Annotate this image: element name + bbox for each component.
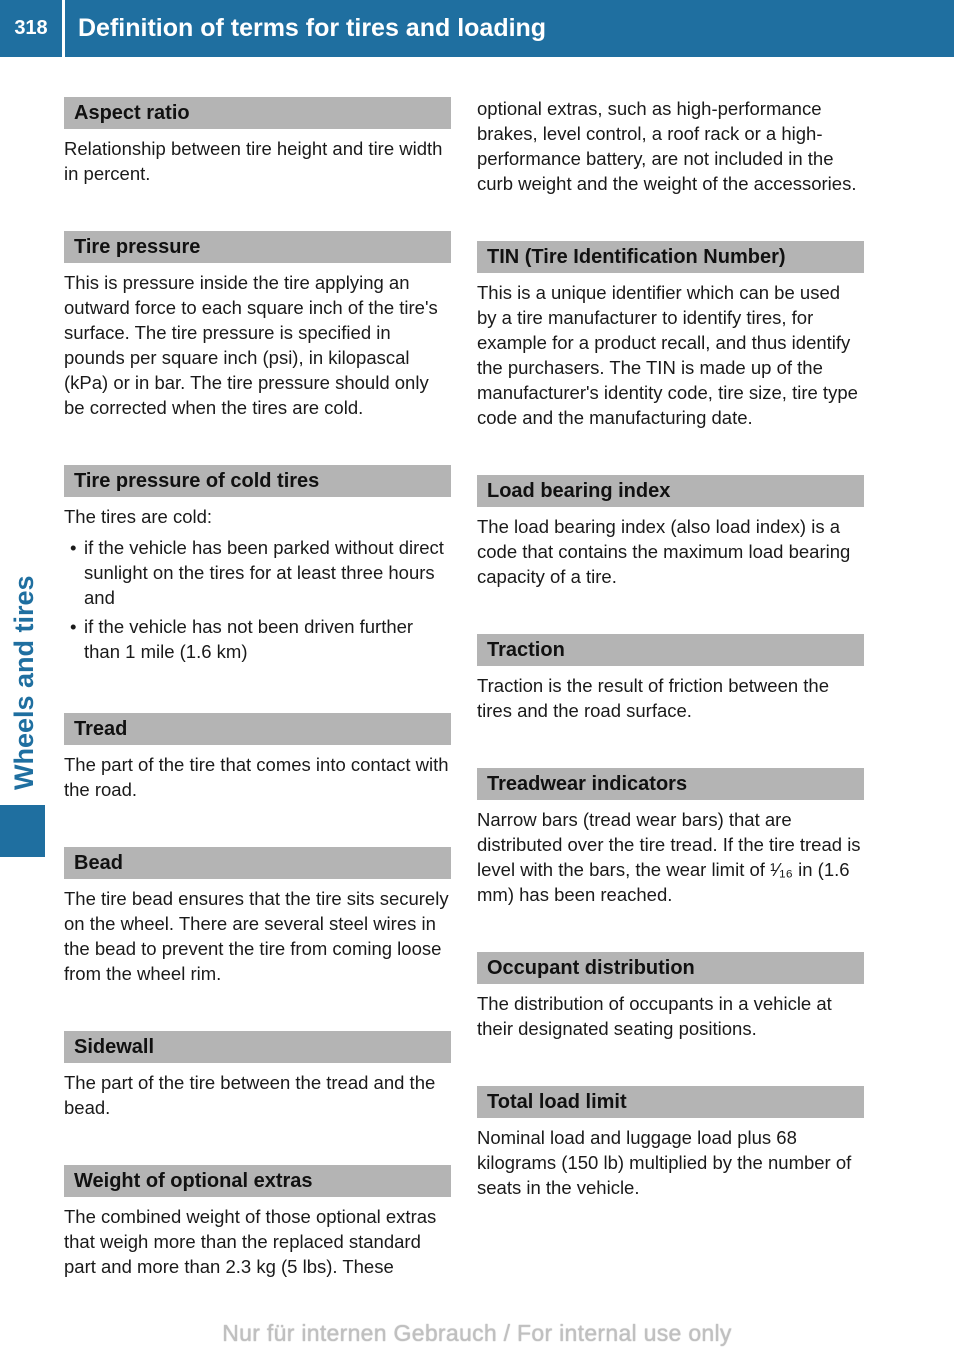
section-traction bbox=[477, 634, 864, 723]
watermark-footer: Nur für internen Gebrauch / For internal use only bbox=[222, 1320, 732, 1346]
section-text: The tire bead ensures that the tire sits securely on the wheel. There are several steel wires in the bead to prevent the tire from coming loose from the wheel rim. bbox=[64, 888, 449, 984]
section-sidewall bbox=[64, 1031, 451, 1120]
section-heading: Sidewall bbox=[64, 1031, 451, 1063]
section-text: The load bearing index (also load index) is a code that contains the maximum load bearing capacity of a tire. bbox=[477, 516, 851, 587]
section-occupant-distribution bbox=[477, 952, 864, 1041]
section-tin bbox=[477, 241, 864, 430]
section-text: Relationship between tire height and tire width in percent. bbox=[64, 138, 443, 184]
section-aspect-ratio bbox=[64, 97, 451, 186]
section-heading: Load bearing index bbox=[477, 475, 864, 507]
section-text: Nominal load and luggage load plus 68 kilograms (150 lb) multiplied by the number of seats in the vehicle. bbox=[477, 1127, 852, 1198]
section-text: The distribution of occupants in a vehicle at their designated seating positions. bbox=[477, 993, 832, 1039]
section-heading: Weight of optional extras bbox=[64, 1165, 451, 1197]
right-column bbox=[477, 96, 864, 1200]
section-text: The part of the tire that comes into contact with the road. bbox=[64, 754, 449, 800]
chapter-tab-label: Wheels and tires bbox=[9, 575, 39, 790]
section-load-bearing-index bbox=[477, 475, 864, 589]
section-heading: Tire pressure bbox=[64, 231, 451, 263]
section-tire-pressure-cold bbox=[64, 465, 451, 664]
section-text: This is pressure inside the tire applying an outward force to each square inch of the tire's surface. The tire pressure is specified in pounds per square inch (psi), in kilopascal (kPa) or in bar. The tire pressure should only be corrected when the tires are cold. bbox=[64, 272, 438, 418]
left-column bbox=[64, 97, 451, 1279]
section-heading: Occupant distribution bbox=[477, 952, 864, 984]
list-item: • if the vehicle has been parked without direct sunlight on the tires for at least three hours and bbox=[64, 535, 451, 610]
section-heading: Bead bbox=[64, 847, 451, 879]
page-header bbox=[0, 0, 954, 57]
section-text: The part of the tire between the tread and the bead. bbox=[64, 1072, 436, 1118]
section-text: The combined weight of those optional extras that weigh more than the replaced standard part and more than 2.3 kg (5 lbs). These bbox=[64, 1206, 437, 1277]
section-heading: Tread bbox=[64, 713, 451, 745]
section-tire-pressure bbox=[64, 231, 451, 420]
section-bead bbox=[64, 847, 451, 986]
section-text: The tires are cold: bbox=[64, 506, 213, 527]
section-heading: Traction bbox=[477, 634, 864, 666]
continued-text: optional extras, such as high-performance brakes, level control, a roof rack or a high-performance battery, are not included in the curb weight and the weight of the accessories. bbox=[477, 98, 857, 194]
section-treadwear-indicators bbox=[477, 768, 864, 907]
section-text: This is a unique identifier which can be used by a tire manufacturer to identify tires, for example for a product recall, and thus identify the purchasers. The TIN is made up of the manufacturer's identity code, tire size, tire type code and the manufacturing date. bbox=[477, 282, 858, 428]
side-tab-marker bbox=[0, 805, 45, 857]
section-text: Narrow bars (tread wear bars) that are distributed over the tire tread. If the tire tread is level with the bars, the wear limit of ¹⁄₁₆ in (1.6 mm) has been reached. bbox=[477, 809, 861, 905]
page-title: Definition of terms for tires and loading bbox=[78, 14, 547, 42]
page-number: 318 bbox=[14, 17, 48, 39]
list-item: • if the vehicle has not been driven further than 1 mile (1.6 km) bbox=[64, 614, 451, 664]
section-heading: Aspect ratio bbox=[64, 97, 451, 129]
section-weight-optional-extras bbox=[64, 1165, 451, 1279]
section-heading: Tire pressure of cold tires bbox=[64, 465, 451, 497]
section-text: Traction is the result of friction between the tires and the road surface. bbox=[477, 675, 830, 721]
section-heading: TIN (Tire Identification Number) bbox=[477, 241, 864, 273]
bullet-list bbox=[64, 535, 451, 664]
section-heading: Treadwear indicators bbox=[477, 768, 864, 800]
section-tread bbox=[64, 713, 451, 802]
header-divider bbox=[62, 0, 65, 57]
section-heading: Total load limit bbox=[477, 1086, 864, 1118]
section-total-load-limit bbox=[477, 1086, 864, 1200]
